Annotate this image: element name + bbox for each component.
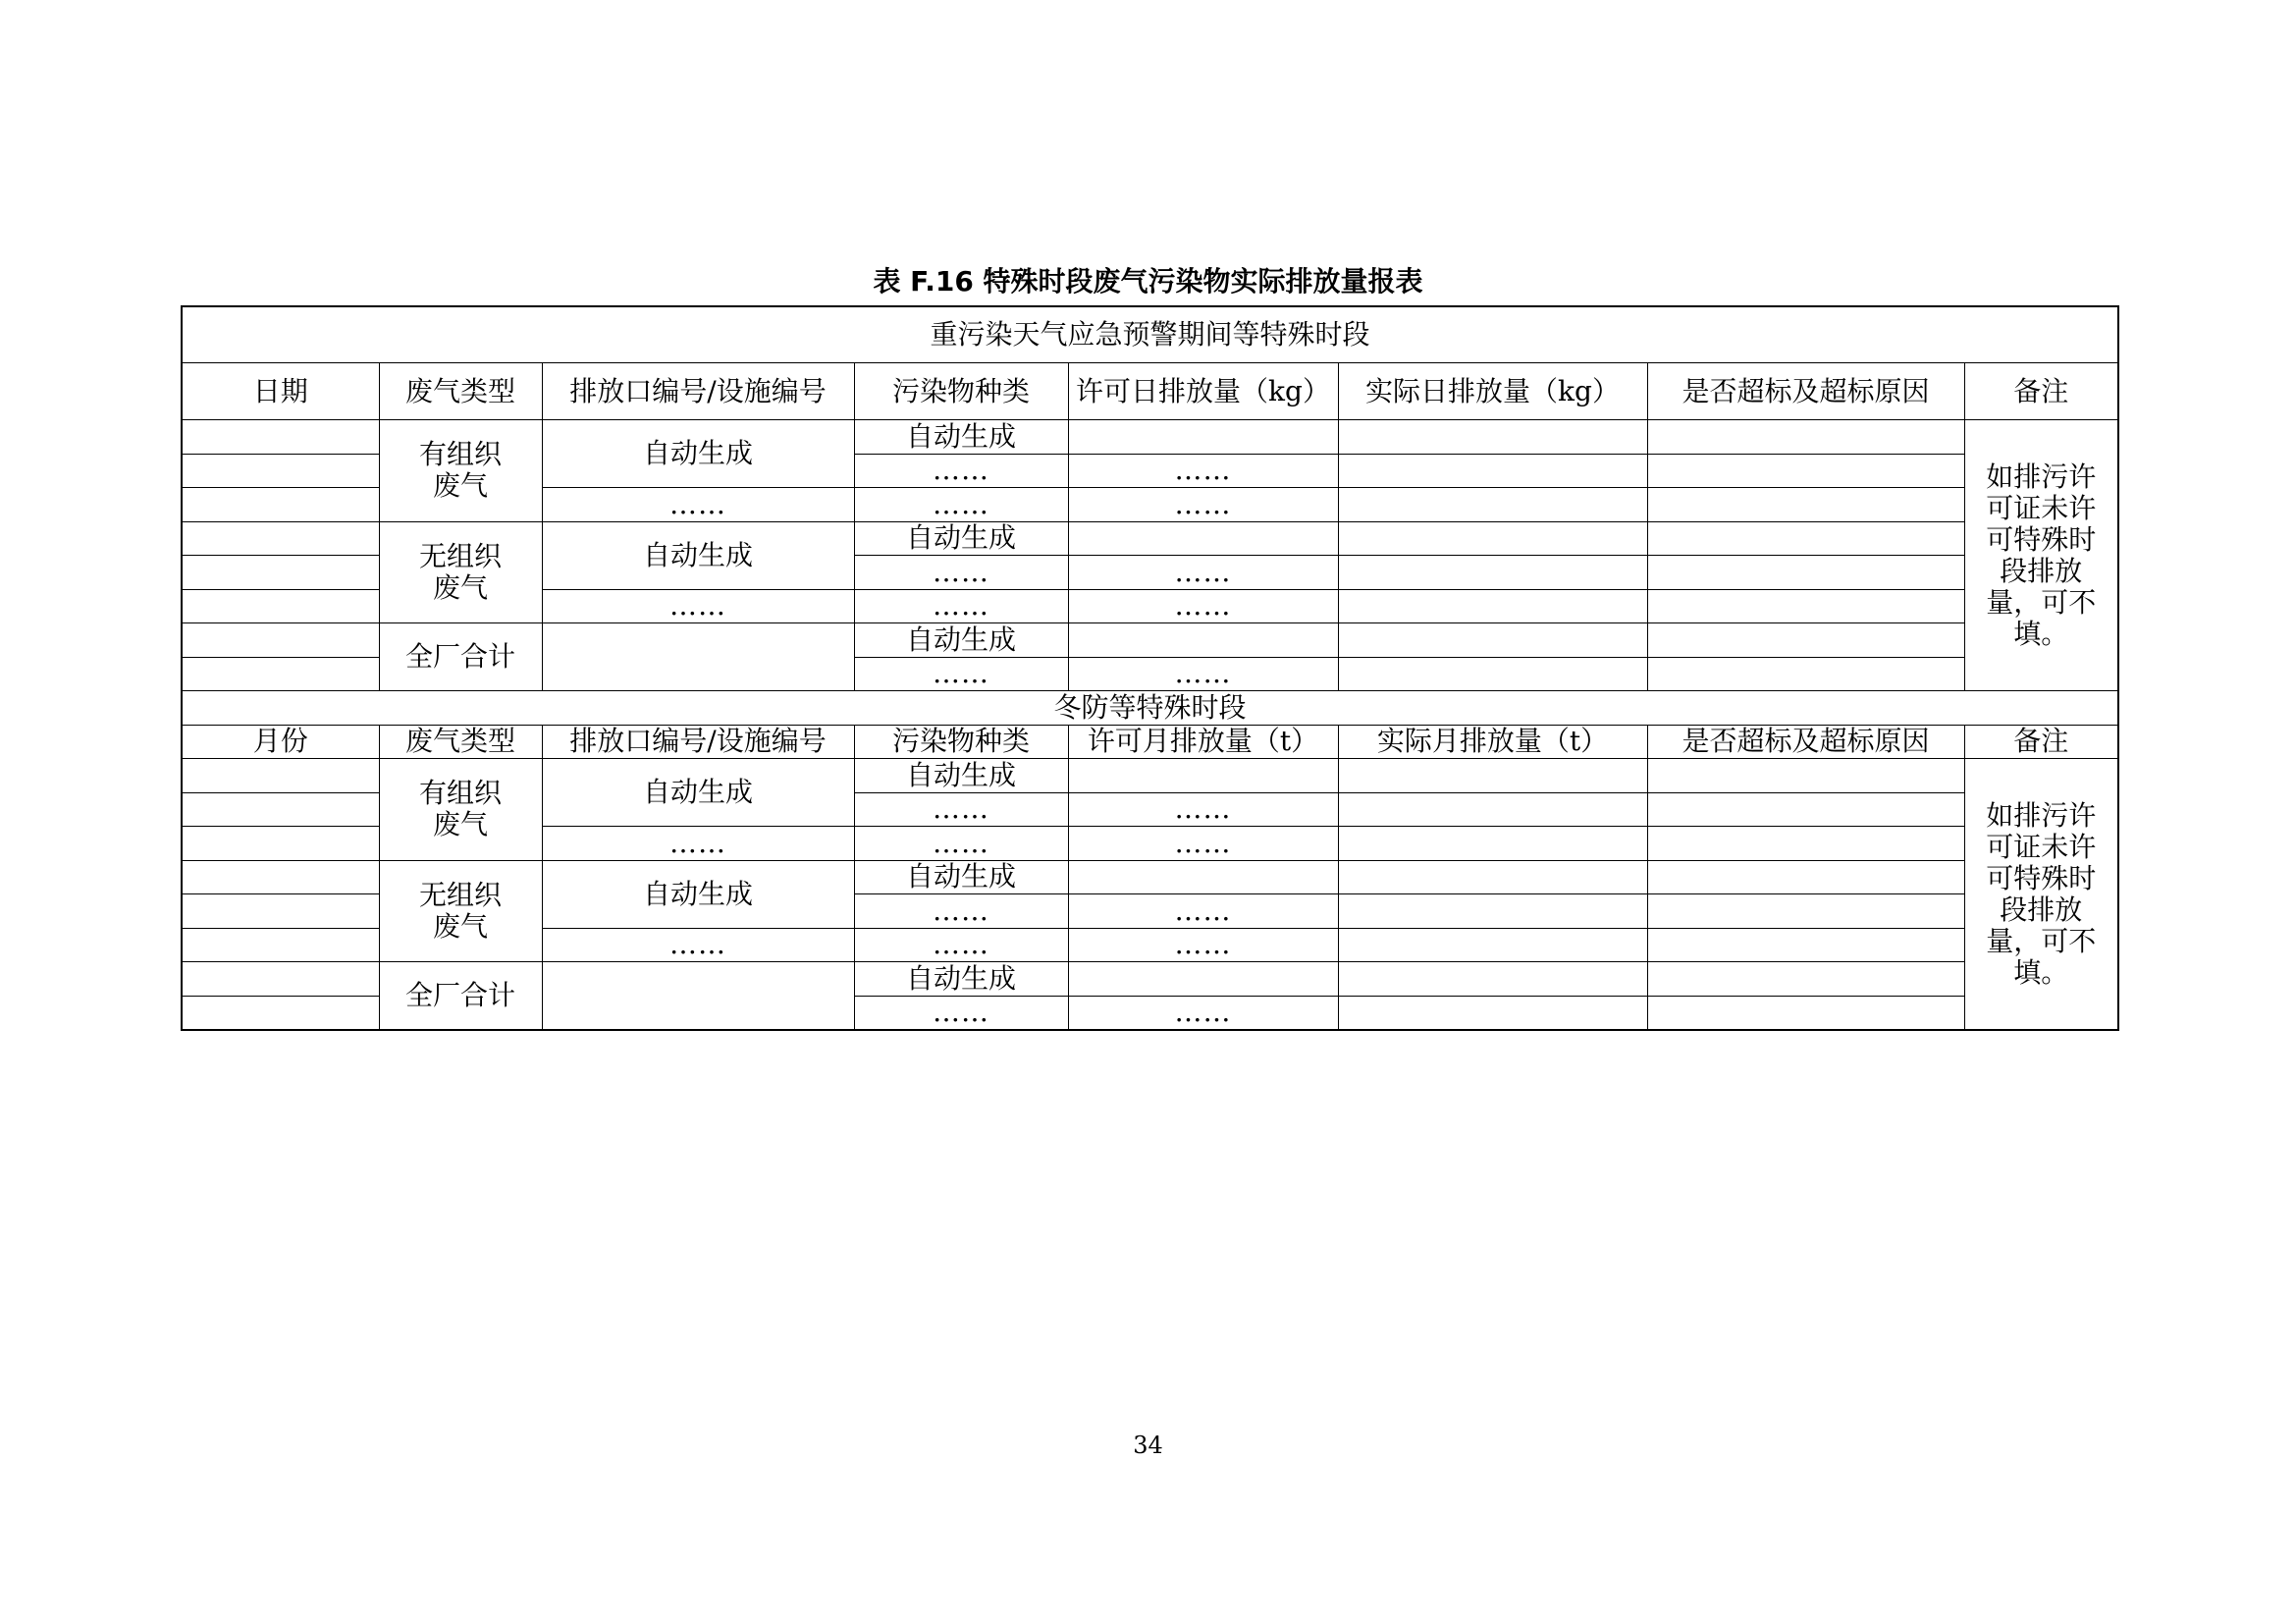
exceed-cell[interactable] [1647, 759, 1964, 793]
permitted-cell[interactable] [1068, 623, 1338, 658]
header-gas-type: 废气类型 [379, 363, 542, 420]
month-cell[interactable] [182, 962, 379, 997]
remarks-note: 如排污许可证未许可特殊时段排放量，可不填。 [1964, 420, 2118, 691]
gas-type-unorganized: 无组织 废气 [379, 521, 542, 623]
permitted-ellipsis: …… [1068, 454, 1338, 488]
permitted-ellipsis: …… [1068, 556, 1338, 590]
outlet-ellipsis: …… [542, 589, 854, 623]
exceed-cell[interactable] [1647, 657, 1964, 691]
date-cell[interactable] [182, 454, 379, 488]
section2-title: 冬防等特殊时段 [182, 691, 2118, 726]
exceed-cell[interactable] [1647, 860, 1964, 894]
pollutant-ellipsis: …… [854, 454, 1068, 488]
pollutant-ellipsis: …… [854, 827, 1068, 861]
pollutant-ellipsis: …… [854, 589, 1068, 623]
header-outlet-id: 排放口编号/设施编号 [542, 363, 854, 420]
date-cell[interactable] [182, 589, 379, 623]
pollutant-cell: 自动生成 [854, 521, 1068, 556]
exceed-cell[interactable] [1647, 827, 1964, 861]
pollutant-ellipsis: …… [854, 792, 1068, 827]
header-pollutant: 污染物种类 [854, 725, 1068, 759]
exceed-cell[interactable] [1647, 894, 1964, 929]
actual-cell[interactable] [1338, 792, 1647, 827]
month-cell[interactable] [182, 894, 379, 929]
gas-type-organized: 有组织 废气 [379, 759, 542, 861]
exceed-cell[interactable] [1647, 556, 1964, 590]
actual-cell[interactable] [1338, 657, 1647, 691]
actual-cell[interactable] [1338, 860, 1647, 894]
outlet-id-cell: 自动生成 [542, 860, 854, 928]
exceed-cell[interactable] [1647, 623, 1964, 658]
actual-cell[interactable] [1338, 759, 1647, 793]
actual-cell[interactable] [1338, 454, 1647, 488]
header-permitted-daily: 许可日排放量（kg） [1068, 363, 1338, 420]
exceed-cell[interactable] [1647, 928, 1964, 962]
date-cell[interactable] [182, 420, 379, 455]
actual-cell[interactable] [1338, 488, 1647, 522]
permitted-cell[interactable] [1068, 860, 1338, 894]
outlet-id-cell [542, 623, 854, 691]
gas-type-total: 全厂合计 [379, 623, 542, 691]
header-exceed-reason: 是否超标及超标原因 [1647, 725, 1964, 759]
header-gas-type: 废气类型 [379, 725, 542, 759]
permitted-ellipsis: …… [1068, 827, 1338, 861]
permitted-cell[interactable] [1068, 962, 1338, 997]
permitted-ellipsis: …… [1068, 894, 1338, 929]
header-remarks: 备注 [1964, 725, 2118, 759]
outlet-id-cell [542, 962, 854, 1031]
header-exceed-reason: 是否超标及超标原因 [1647, 363, 1964, 420]
section1-title: 重污染天气应急预警期间等特殊时段 [182, 306, 2118, 363]
pollutant-ellipsis: …… [854, 488, 1068, 522]
date-cell[interactable] [182, 657, 379, 691]
pollutant-ellipsis: …… [854, 996, 1068, 1030]
pollutant-ellipsis: …… [854, 556, 1068, 590]
month-cell[interactable] [182, 792, 379, 827]
actual-cell[interactable] [1338, 589, 1647, 623]
remarks-note: 如排污许可证未许可特殊时段排放量，可不填。 [1964, 759, 2118, 1031]
date-cell[interactable] [182, 623, 379, 658]
header-outlet-id: 排放口编号/设施编号 [542, 725, 854, 759]
exceed-cell[interactable] [1647, 488, 1964, 522]
pollutant-ellipsis: …… [854, 928, 1068, 962]
gas-type-unorganized: 无组织 废气 [379, 860, 542, 962]
header-actual-daily: 实际日排放量（kg） [1338, 363, 1647, 420]
actual-cell[interactable] [1338, 996, 1647, 1030]
actual-cell[interactable] [1338, 928, 1647, 962]
outlet-id-cell: 自动生成 [542, 420, 854, 488]
month-cell[interactable] [182, 827, 379, 861]
header-pollutant: 污染物种类 [854, 363, 1068, 420]
permitted-ellipsis: …… [1068, 792, 1338, 827]
actual-cell[interactable] [1338, 521, 1647, 556]
permitted-ellipsis: …… [1068, 657, 1338, 691]
permitted-cell[interactable] [1068, 521, 1338, 556]
exceed-cell[interactable] [1647, 454, 1964, 488]
exceed-cell[interactable] [1647, 589, 1964, 623]
special-period-emission-table [181, 305, 2119, 1031]
outlet-ellipsis: …… [542, 488, 854, 522]
exceed-cell[interactable] [1647, 420, 1964, 455]
pollutant-ellipsis: …… [854, 657, 1068, 691]
permitted-ellipsis: …… [1068, 589, 1338, 623]
header-actual-monthly: 实际月排放量（t） [1338, 725, 1647, 759]
gas-type-organized: 有组织 废气 [379, 420, 542, 522]
header-month: 月份 [182, 725, 379, 759]
actual-cell[interactable] [1338, 623, 1647, 658]
permitted-cell[interactable] [1068, 759, 1338, 793]
actual-cell[interactable] [1338, 420, 1647, 455]
date-cell[interactable] [182, 521, 379, 556]
gas-type-total: 全厂合计 [379, 962, 542, 1031]
date-cell[interactable] [182, 488, 379, 522]
actual-cell[interactable] [1338, 962, 1647, 997]
pollutant-cell: 自动生成 [854, 860, 1068, 894]
date-cell[interactable] [182, 556, 379, 590]
month-cell[interactable] [182, 928, 379, 962]
header-permitted-monthly: 许可月排放量（t） [1068, 725, 1338, 759]
exceed-cell[interactable] [1647, 792, 1964, 827]
month-cell[interactable] [182, 860, 379, 894]
header-remarks: 备注 [1964, 363, 2118, 420]
outlet-ellipsis: …… [542, 827, 854, 861]
month-cell[interactable] [182, 759, 379, 793]
permitted-ellipsis: …… [1068, 928, 1338, 962]
permitted-cell[interactable] [1068, 420, 1338, 455]
outlet-id-cell: 自动生成 [542, 521, 854, 589]
month-cell[interactable] [182, 996, 379, 1030]
exceed-cell[interactable] [1647, 996, 1964, 1030]
pollutant-cell: 自动生成 [854, 759, 1068, 793]
pollutant-cell: 自动生成 [854, 623, 1068, 658]
page-number: 34 [1133, 1432, 1163, 1459]
header-date: 日期 [182, 363, 379, 420]
pollutant-ellipsis: …… [854, 894, 1068, 929]
actual-cell[interactable] [1338, 827, 1647, 861]
table-title: 表 F.16 特殊时段废气污染物实际排放量报表 [873, 265, 1423, 298]
pollutant-cell: 自动生成 [854, 962, 1068, 997]
permitted-ellipsis: …… [1068, 996, 1338, 1030]
outlet-ellipsis: …… [542, 928, 854, 962]
actual-cell[interactable] [1338, 556, 1647, 590]
outlet-id-cell: 自动生成 [542, 759, 854, 827]
permitted-ellipsis: …… [1068, 488, 1338, 522]
pollutant-cell: 自动生成 [854, 420, 1068, 455]
exceed-cell[interactable] [1647, 521, 1964, 556]
exceed-cell[interactable] [1647, 962, 1964, 997]
actual-cell[interactable] [1338, 894, 1647, 929]
